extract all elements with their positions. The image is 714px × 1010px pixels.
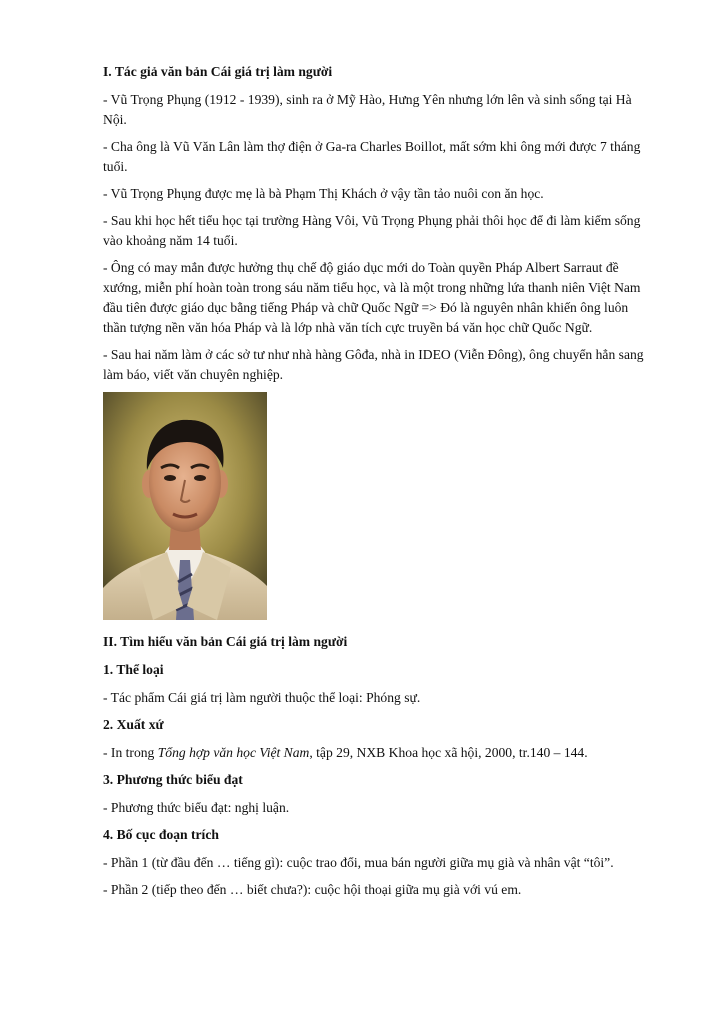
origin-book-title: Tổng hợp văn học Việt Nam <box>157 745 310 760</box>
genre-heading: 1. Thể loại <box>103 662 164 677</box>
section1-paragraph: - Vũ Trọng Phụng được mẹ là bà Phạm Thị Khách ở vậy tần tảo nuôi con ăn học. <box>103 186 544 201</box>
method-heading: 3. Phương thức biểu đạt <box>103 772 243 787</box>
origin-suffix: , tập 29, NXB Khoa học xã hội, 2000, tr.140 – 144. <box>309 745 588 760</box>
method-text: - Phương thức biểu đạt: nghị luận. <box>103 800 290 815</box>
section1-paragraph: - Vũ Trọng Phụng (1912 - 1939), sinh ra ở Mỹ Hào, Hưng Yên nhưng lớn lên và sinh sống tại Hà Nội. <box>103 92 632 127</box>
author-portrait <box>103 392 267 620</box>
section1-paragraph: - Ông có may mắn được hưởng thụ chế độ giáo dục mới do Toàn quyền Pháp Albert Sarraut đề xướng, miễn phí hoàn toàn trong sáu năm tiểu học, và là một trong những lứa thanh niên Việt Nam đầu tiên được giáo dục bằng tiếng Pháp và chữ Quốc Ngữ => Đó là nguyên nhân khiến ông luôn thần tượng nền văn hóa Pháp và là lớp nhà văn tích cực truyền bá văn học chữ Quốc Ngữ. <box>103 260 641 335</box>
structure-part: - Phần 2 (tiếp theo đến … biết chưa?): cuộc hội thoại giữa mụ già với vú em. <box>103 882 522 897</box>
document-page <box>103 62 651 907</box>
origin-prefix: - In trong <box>103 745 158 760</box>
origin-heading: 2. Xuất xứ <box>103 717 164 732</box>
section1-paragraph: - Cha ông là Vũ Văn Lân làm thợ điện ở Ga-ra Charles Boillot, mất sớm khi ông mới được 7 tháng tuổi. <box>103 139 641 174</box>
section1-paragraph: - Sau hai năm làm ở các sở tư như nhà hàng Gôđa, nhà in IDEO (Viễn Đông), ông chuyển hẳn sang làm báo, viết văn chuyên nghiệp. <box>103 347 644 382</box>
section2-heading: II. Tìm hiểu văn bản Cái giá trị làm người <box>103 634 348 649</box>
section1-paragraph: - Sau khi học hết tiểu học tại trường Hàng Vôi, Vũ Trọng Phụng phải thôi học để đi làm kiếm sống vào khoảng năm 14 tuổi. <box>103 213 641 248</box>
structure-part: - Phần 1 (từ đầu đến … tiếng gì): cuộc trao đổi, mua bán người giữa mụ già và nhân vật “tôi”. <box>103 855 614 870</box>
section1-heading: I. Tác giả văn bản Cái giá trị làm người <box>103 64 333 79</box>
genre-text: - Tác phẩm Cái giá trị làm người thuộc thể loại: Phóng sự. <box>103 690 421 705</box>
structure-heading: 4. Bố cục đoạn trích <box>103 827 219 842</box>
origin-text <box>103 743 651 763</box>
